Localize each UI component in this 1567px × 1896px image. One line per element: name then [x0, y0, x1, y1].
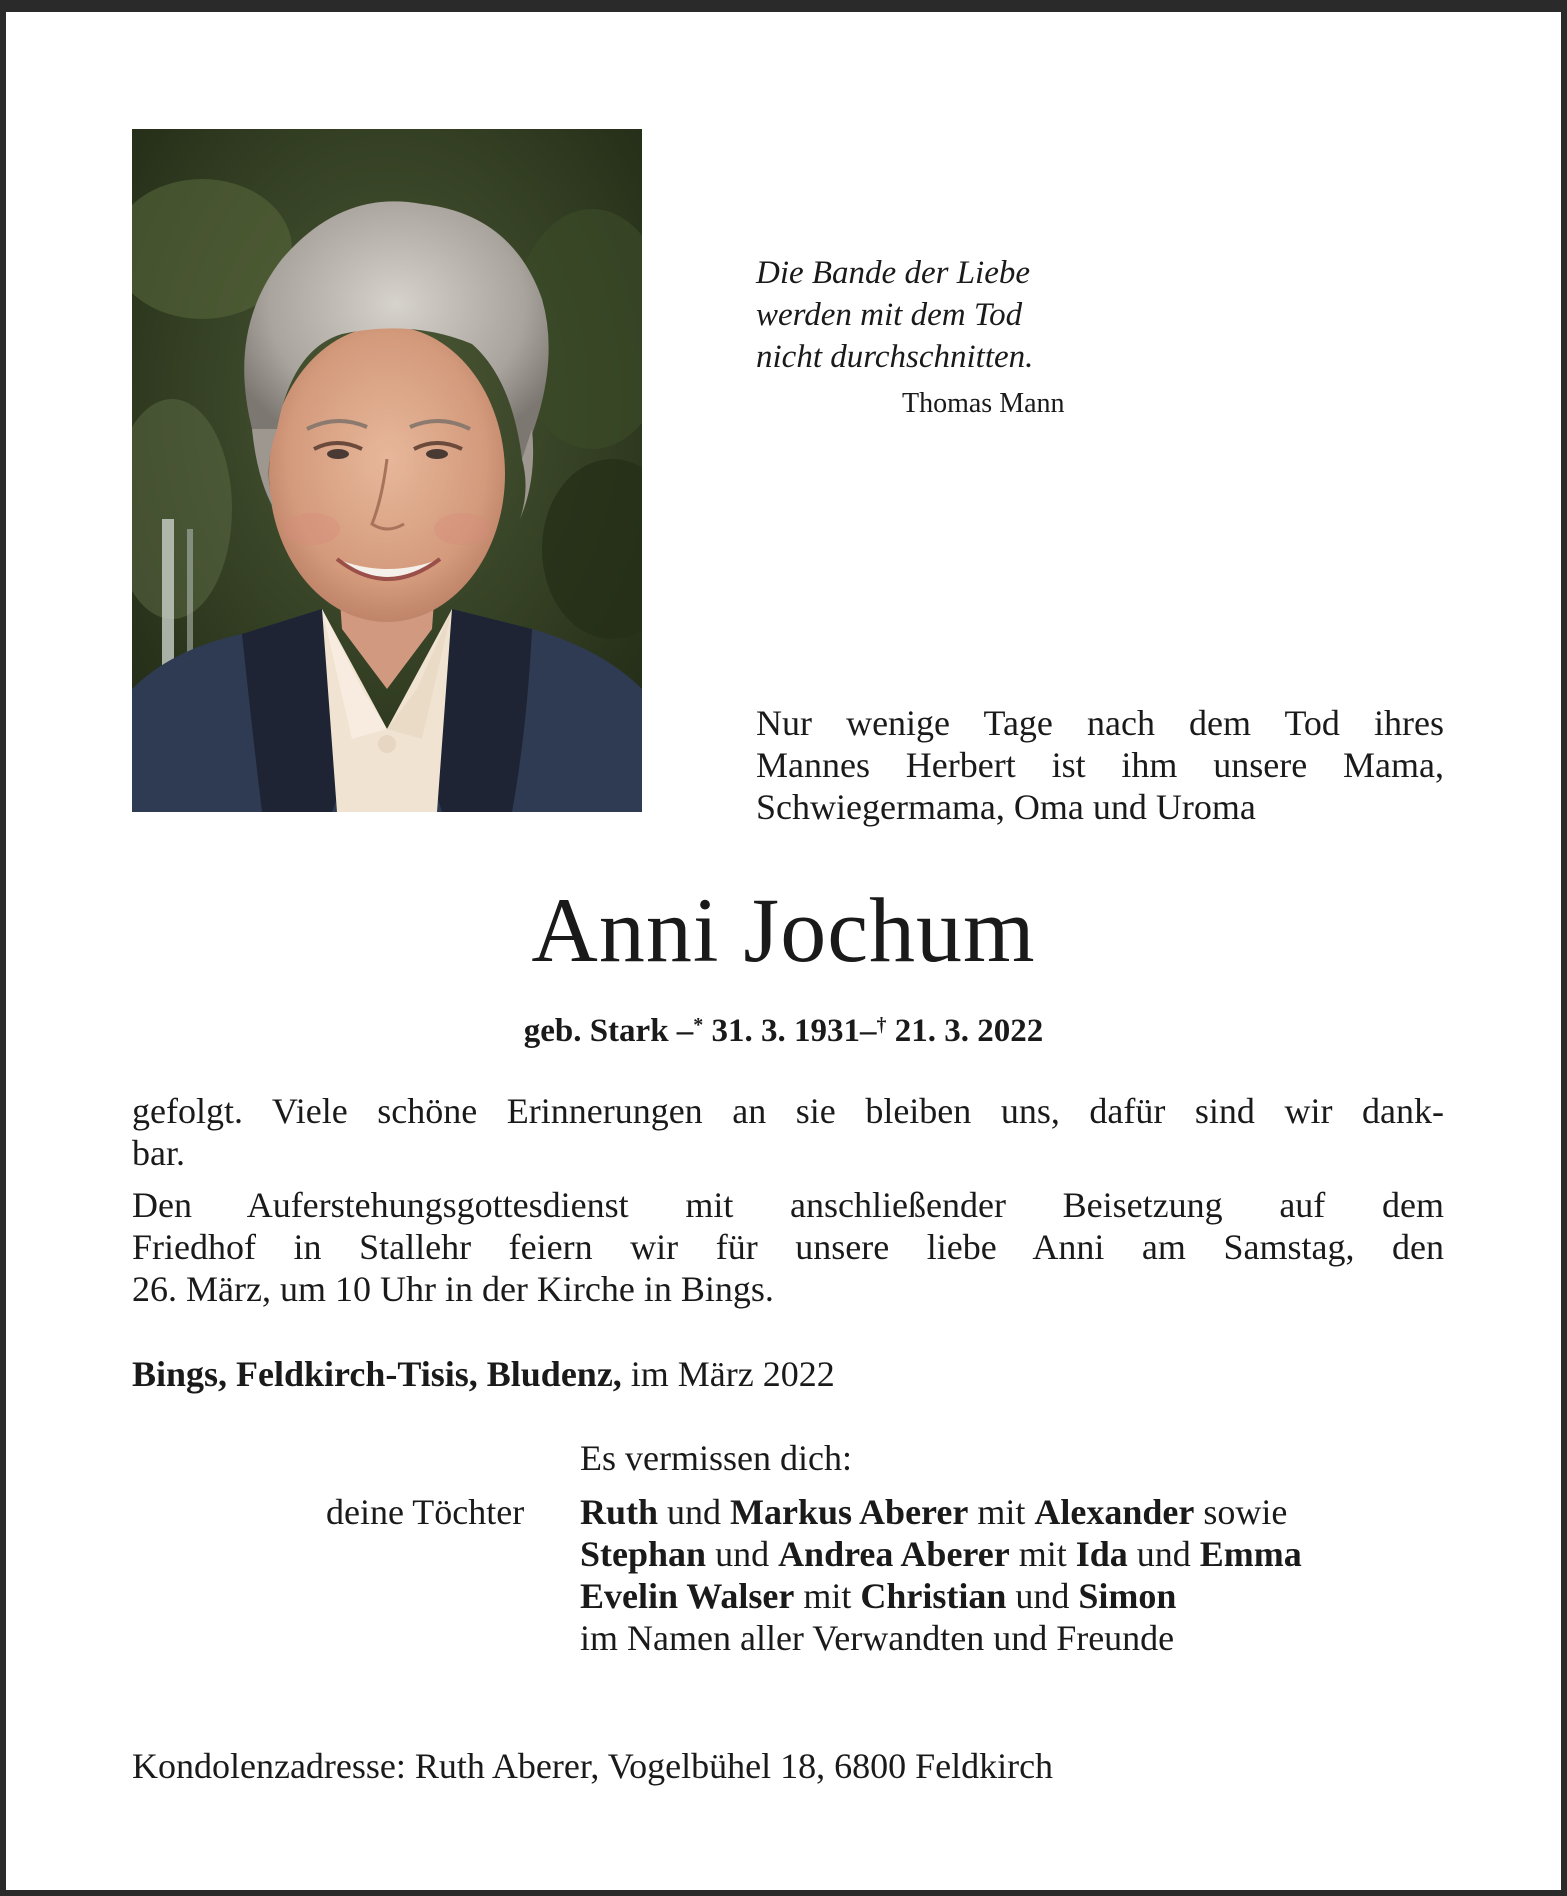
mourner-name: Simon	[1078, 1576, 1177, 1616]
mourner-name: Christian	[860, 1576, 1007, 1616]
dash: –	[860, 1013, 877, 1049]
obituary-page	[6, 12, 1561, 1890]
intro-text	[756, 702, 1444, 828]
intro-line: Schwiegermama, Oma und Uroma	[756, 787, 1256, 827]
mourner-line	[580, 1533, 1302, 1575]
mourner-name: Stephan	[580, 1534, 707, 1574]
mourner-name: Markus Aberer	[730, 1492, 969, 1532]
connector-text: und	[667, 1492, 722, 1532]
connector-text: und	[715, 1534, 770, 1574]
mourners-heading: Es vermissen dich:	[580, 1438, 852, 1478]
birth-name: geb. Stark	[523, 1013, 669, 1049]
quote-block	[756, 252, 1176, 422]
mourners-block	[326, 1437, 1446, 1659]
quote-author: Thomas Mann	[902, 388, 1065, 419]
body-line: 26. März, um 10 Uhr in der Kirche in Bings.	[132, 1269, 774, 1309]
death-date: 21. 3. 2022	[894, 1013, 1044, 1049]
connector-text: mit	[1018, 1534, 1067, 1574]
deceased-name: Anni Jochum	[531, 879, 1036, 981]
life-dates	[6, 1005, 1561, 1051]
connector-text: mit	[977, 1492, 1026, 1532]
mourner-name: Ruth	[580, 1492, 659, 1532]
body-line: gefolgt. Viele schöne Erinnerungen an sie bleiben uns, dafür sind wir dank-	[132, 1091, 1444, 1131]
mourner-name: Emma	[1199, 1534, 1302, 1574]
mourners-lead: deine Töchter	[326, 1492, 525, 1532]
mourner-name: Alexander	[1034, 1492, 1195, 1532]
quote-line: nicht durchschnitten.	[756, 339, 1034, 375]
death-symbol: †	[876, 1014, 887, 1036]
connector-text: und	[1136, 1534, 1191, 1574]
quote-line: werden mit dem Tod	[756, 297, 1023, 333]
dash: –	[676, 1013, 694, 1049]
portrait-photo	[132, 129, 642, 812]
birth-date: 31. 3. 1931	[711, 1013, 861, 1049]
mourner-line	[580, 1575, 1176, 1617]
connector-text: sowie	[1203, 1492, 1288, 1532]
body-line: Friedhof in Stallehr feiern wir für unsere liebe Anni am Samstag, den	[132, 1227, 1444, 1267]
body-text	[132, 1090, 1444, 1310]
mourner-name: Ida	[1075, 1534, 1128, 1574]
mourner-line	[580, 1491, 1287, 1533]
mourners-closing: im Namen aller Verwandten und Freunde	[580, 1618, 1175, 1658]
intro-line: Mannes Herbert ist ihm unsere Mama,	[756, 745, 1444, 785]
connector-text: und	[1015, 1576, 1070, 1616]
place-date-line	[132, 1353, 835, 1395]
place-locations: Bings, Feldkirch-Tisis, Bludenz,	[132, 1354, 622, 1394]
intro-line: Nur wenige Tage nach dem Tod ihres	[756, 703, 1444, 743]
birth-symbol: *	[693, 1014, 704, 1036]
place-date: im März 2022	[630, 1354, 835, 1394]
mourner-name: Andrea Aberer	[778, 1534, 1010, 1574]
connector-text: mit	[803, 1576, 852, 1616]
mourner-name: Evelin Walser	[580, 1576, 795, 1616]
body-line: Den Auferstehungsgottesdienst mit anschließender Beisetzung auf dem	[132, 1185, 1444, 1225]
condolence-address: Kondolenzadresse: Ruth Aberer, Vogelbühel 18, 6800 Feldkirch	[132, 1746, 1054, 1786]
body-line: bar.	[132, 1133, 185, 1173]
service-paragraph	[132, 1184, 1444, 1310]
quote-line: Die Bande der Liebe	[756, 255, 1031, 291]
